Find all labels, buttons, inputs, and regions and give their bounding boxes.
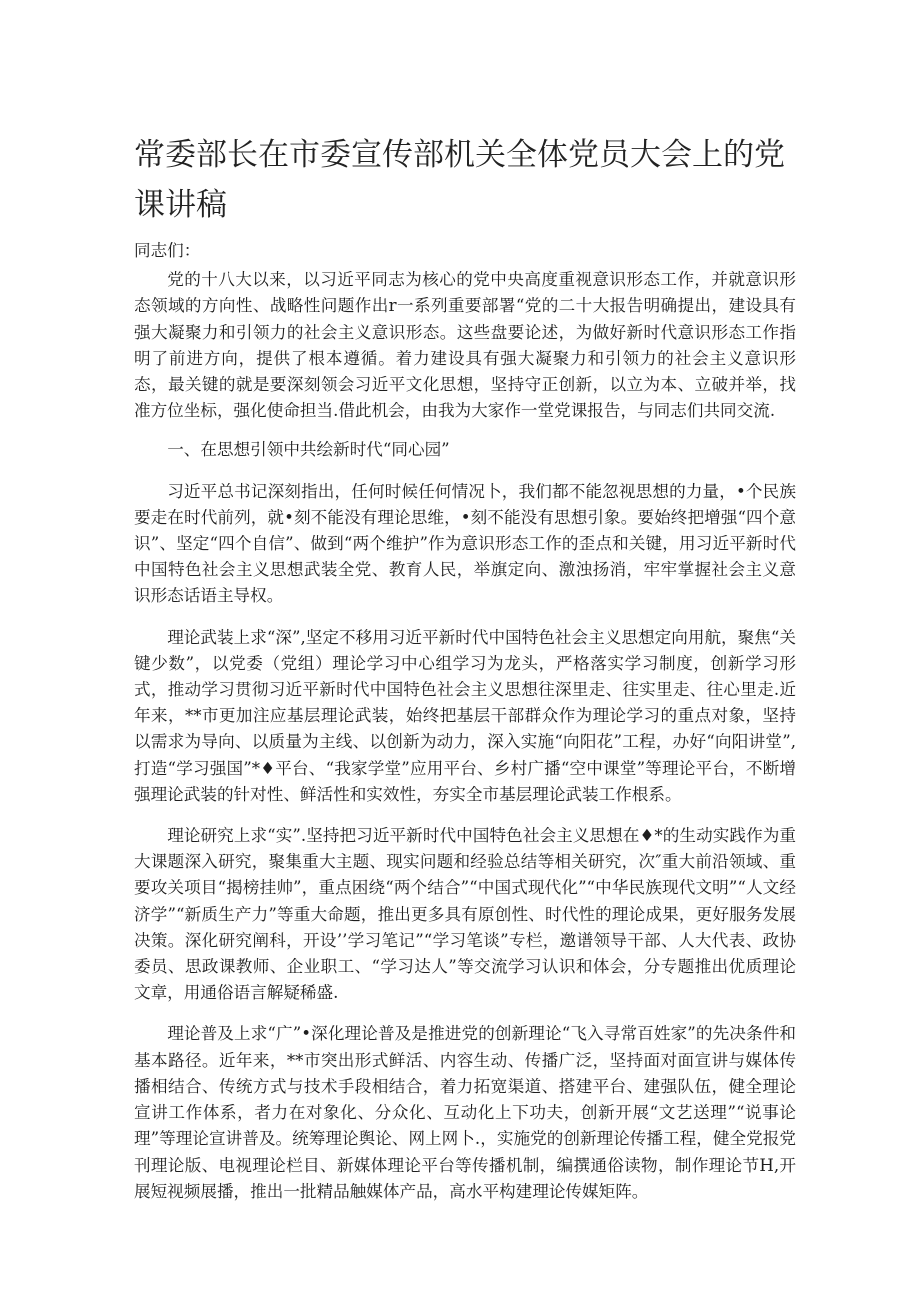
salutation: 同志们： xyxy=(134,241,201,260)
paragraph: 理论武装上求“深”,坚定不移用习近平新时代中国特色社会主义思想定向用航，聚焦“关键少数”，以党委（党组）理论学习中心组学习为龙头，严格落实学习制度，创新学习形式，推动学习贯彻习近平新时代中国特色社会主义思想往深里走、往实里走、往心里走.近年来，**市更加注应基层理论武装，始终把基层干部群众作为理论学习的重点对象，坚持以需求为导向、以质量为主线、以创新为动力，深入实施“向阳花”工程，办好“向阳讲堂”,打造“学习强国”*♦平台、“我家学堂”应用平台、乡村广播“空中课堂”等理论平台，不断增强理论武装的针对性、鲜活性和实效性，夯实全市基层理论武装工作根系。 xyxy=(134,627,796,804)
section-heading: 一、在思想引领中共绘新时代“同心园” xyxy=(167,440,450,460)
paragraph: 理论研究上求“实”.坚持把习近平新时代中国特色社会主义思想在♦*的生动实践作为重大课题深入研究，聚集重大主题、现实问题和经验总结等相关研究，次″重大前沿领域、重要攻关项目“揭榜挂帅”，重点困绕“两个结合”“中国式现代化”“中华民族现代文明”“人文经济学”“新质生产力”等重大命题，推出更多具有原创性、时代性的理论成果，更好服务发展决策。深化研究阐科，开设’’学习笔记”“学习笔谈”专栏，邀谱领导干部、人大代表、政协委员、思政课教师、企业职工、“学习达人”等交流学习认识和体会，分专题推出优质理论文章，用通俗语言解疑稀盛. xyxy=(134,826,796,1003)
document-title: 常委部长在市委宣传部机关全体党员大会上的党课讲稿 xyxy=(134,137,785,223)
document-body xyxy=(134,238,796,1205)
paragraph: 习近平总书记深刻指出，任何时候任何情况卜，我们都不能忽视思想的力量，•个民族要走在时代前列，就•刻不能没有理论思维，•刻不能没有思想引象。要始终把增强“四个意识”、坚定“四个自信”、做到“两个维护”作为意识形态工作的歪点和关键，用习近平新时代中国特色社会主义思想武装全党、教育人民，举旗定向、激浊扬消，牢牢掌握社会主义意识形态话语主导权。 xyxy=(134,481,796,606)
paragraph: 理论普及上求“广”•深化理论普及是推进党的创新理论“飞入寻常百姓家”的先决条件和基本路径。近年来，**市突出形式鲜活、内容生动、传播广泛，坚持面对面宣讲与媒体传播相结合、传统方式与技术手段相结合，着力拓宽渠道、搭建平台、建强队伍，健全理论宣讲工作体系，者力在对象化、分众化、互动化上下功夫，创新开展“文艺送理”“说事论理”等理论宣讲普及。统筹理论舆论、网上网卜.，实施党的创新理论传播工程，健全党报党刊理论版、电视理论栏目、新媒体理论平台等传播机制，编撰通俗读物，制作理论节H,开展短视频展播，推出一批精品触媒体产品，高水平构建理论传媒矩阵。 xyxy=(134,1024,796,1201)
paragraph-intro: 党的十八大以来，以习近平同志为核心的党中央高度重视意识形态工作，并就意识形态领域的方向性、战略性问题作出r一系列重要部署“党的二十大报告明确提出，建设具有强大凝聚力和引领力的社会主义意识形态。这些盘要论述，为做好新时代意识形态工作指明了前进方向，提供了根本遵循。着力建设具有强大凝聚力和引领力的社会主义意识形态，最关键的就是要深刻领会习近平文化思想，坚持守正创新，以立为本、立破并举，找准方位坐标，强化使命担当.借此机会，由我为大家作一堂党课报告，与同志们共同交流. xyxy=(134,270,796,421)
